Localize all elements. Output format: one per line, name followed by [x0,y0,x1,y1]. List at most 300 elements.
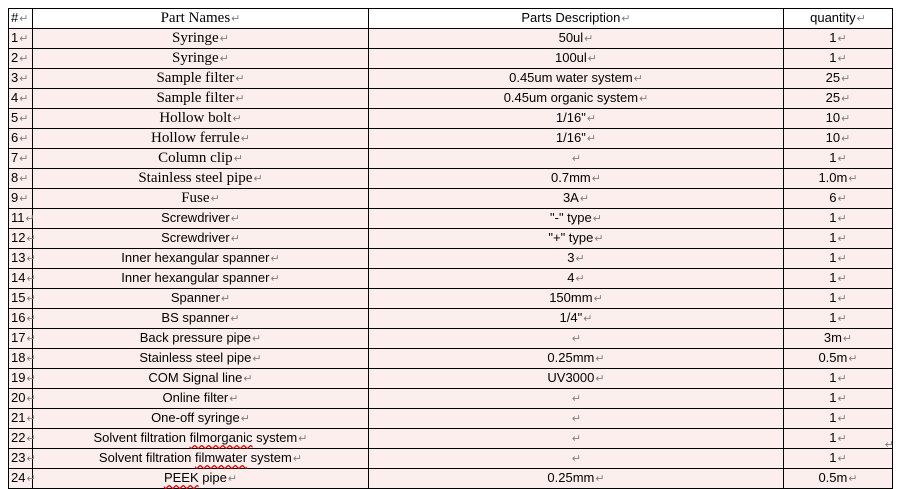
row-part-name-cell [33,169,369,189]
row-part-name-cell [33,369,369,389]
spellcheck-flagged-word: filmwater [195,450,248,465]
paragraph-mark-icon: ↵ [571,393,582,405]
paragraph-mark-icon: ↵ [621,13,631,25]
row-quantity: 25 [825,70,841,85]
row-quantity-cell [784,369,893,389]
row-description: 1/16" [555,130,586,145]
paragraph-mark-icon: ↵ [586,133,597,145]
paragraph-mark-icon: ↵ [633,73,643,85]
row-num-cell [9,349,36,369]
paragraph-mark-icon: ↵ [841,113,851,125]
row-quantity-cell [784,249,893,269]
row-num: 6 [11,130,19,145]
row-num: 3 [11,70,19,85]
paragraph-mark-icon: ↵ [594,233,604,245]
row-quantity: 1 [829,150,837,165]
row-description: 50ul [558,30,584,45]
row-description-cell [369,409,784,429]
paragraph-mark-icon: ↵ [26,393,36,405]
row-quantity: 10 [825,110,841,125]
table-row [9,289,893,309]
paragraph-mark-icon: ↵ [240,132,250,145]
row-num: 16 [11,310,26,325]
table-row [9,369,893,389]
paragraph-mark-icon: ↵ [837,273,847,285]
row-num: 13 [11,250,26,265]
row-part-name: Fuse [181,189,210,206]
table-row [9,69,893,89]
row-description-cell [369,369,784,389]
row-description-cell [369,29,784,49]
table-row [9,269,893,289]
row-part-name: Sample filter [156,89,235,106]
row-description: 0.45um organic system [503,90,639,105]
paragraph-mark-icon: ↵ [579,193,590,205]
table-row [9,429,893,449]
row-part-name: Solvent filtration filmwater system [98,450,292,465]
row-num-cell [9,389,36,409]
row-num-cell [9,409,36,429]
row-description: 150mm [549,290,593,305]
row-num: 1 [11,30,19,45]
header-desc: Parts Description [521,10,621,25]
paragraph-mark-icon: ↵ [230,313,240,325]
row-num: 24 [11,470,26,485]
row-part-name: Sample filter [156,69,235,86]
row-part-name-cell [33,449,369,469]
row-part-name-cell [33,89,369,109]
row-num: 23 [11,450,26,465]
row-part-name-cell [33,29,369,49]
row-part-name: One-off syringe [151,410,240,425]
paragraph-mark-icon: ↵ [26,273,36,285]
row-num: 17 [11,330,26,345]
row-num: 18 [11,350,26,365]
row-quantity: 1 [829,430,837,445]
row-description-cell [369,149,784,169]
header-num-cell [9,9,33,29]
paragraph-mark-icon: ↵ [584,33,594,45]
row-description-cell [369,349,784,369]
row-description: 0.45um water system [509,70,633,85]
row-part-name-cell [33,249,369,269]
paragraph-mark-icon: ↵ [837,453,847,465]
header-name: Part Names [160,9,231,26]
row-description: 4 [567,270,575,285]
row-part-name-cell [33,209,369,229]
paragraph-mark-icon: ↵ [639,93,649,105]
paragraph-mark-icon: ↵ [243,373,253,385]
row-part-name: Solvent filtration filmorganic system [93,430,298,445]
paragraph-mark-icon: ↵ [270,273,280,285]
row-part-name-cell [33,389,369,409]
row-quantity-cell [784,349,893,369]
paragraph-mark-icon: ↵ [571,433,582,445]
row-description-cell [369,129,784,149]
row-num: 11 [11,210,25,225]
paragraph-mark-icon: ↵ [595,473,605,485]
row-quantity: 3m [823,330,842,345]
row-num: 8 [11,170,19,185]
paragraph-mark-icon: ↵ [837,153,847,165]
row-description-cell [369,209,784,229]
row-description: 0.7mm [551,170,591,185]
row-part-name-cell [33,109,369,129]
paragraph-mark-icon: ↵ [837,33,847,45]
paragraph-mark-icon: ↵ [571,453,582,465]
row-num-cell [9,249,36,269]
paragraph-mark-icon: ↵ [229,393,239,405]
row-num: 21 [11,410,26,425]
row-num-cell [9,169,33,189]
row-part-name: Hollow bolt [159,109,232,126]
paragraph-mark-icon: ↵ [233,152,243,165]
row-num-cell [9,469,36,489]
row-description-cell [369,109,784,129]
row-part-name: PEEK pipe [163,470,227,485]
row-part-name-cell [33,409,369,429]
paragraph-mark-icon: ↵ [220,293,231,305]
header-qty: quantity [810,10,856,25]
paragraph-mark-icon: ↵ [292,453,303,465]
paragraph-mark-icon: ↵ [19,93,29,105]
end-of-row-mark-icon: ↵ [884,439,894,451]
table-row [9,329,893,349]
row-quantity-cell [784,309,893,329]
row-quantity-cell [784,169,893,189]
row-quantity: 0.5m [818,350,848,365]
paragraph-mark-icon: ↵ [837,433,847,445]
row-part-name-cell [33,69,369,89]
paragraph-mark-icon: ↵ [842,333,853,345]
row-part-name: COM Signal line [148,370,243,385]
row-part-name: Syringe [172,49,219,66]
row-num-cell [9,369,36,389]
row-quantity-cell [784,129,893,149]
row-part-name: Inner hexangular spanner [121,270,270,285]
paragraph-mark-icon: ↵ [19,153,29,165]
row-num: 4 [11,90,19,105]
row-quantity-cell [784,49,893,69]
row-num-cell [9,449,36,469]
row-quantity-cell [784,109,893,129]
row-part-name: Spanner [170,290,220,305]
paragraph-mark-icon: ↵ [219,32,229,45]
paragraph-mark-icon: ↵ [227,473,238,485]
row-num-cell [9,189,33,209]
row-num-cell [9,149,33,169]
row-quantity-cell [784,429,893,449]
paragraph-mark-icon: ↵ [571,413,582,425]
row-description: 0.25mm [547,350,595,365]
row-description-cell [369,49,784,69]
paragraph-mark-icon: ↵ [571,153,582,165]
row-num-cell [9,209,33,229]
row-part-name: Hollow ferrule [151,129,240,146]
paragraph-mark-icon: ↵ [230,233,240,245]
row-quantity: 6 [829,190,837,205]
row-part-name-cell [33,469,369,489]
row-quantity: 0.5m [818,470,848,485]
row-part-name-cell [33,289,369,309]
row-num-cell [9,89,33,109]
paragraph-mark-icon: ↵ [837,193,847,205]
table-row [9,49,893,69]
paragraph-mark-icon: ↵ [26,293,36,305]
row-quantity-cell [784,389,893,409]
table-row [9,389,893,409]
row-num-cell [9,29,33,49]
row-description: 1/16" [555,110,586,125]
row-quantity-cell [784,449,893,469]
row-description: 0.25mm [547,470,595,485]
table-row [9,309,893,329]
row-quantity: 1 [829,290,837,305]
paragraph-mark-icon: ↵ [856,13,866,25]
row-part-name-cell [33,189,369,209]
paragraph-mark-icon: ↵ [593,293,603,305]
parts-table-body [9,9,893,489]
row-part-name: Stainless steel pipe [138,169,253,186]
paragraph-mark-icon: ↵ [26,233,36,245]
paragraph-mark-icon: ↵ [575,253,585,265]
paragraph-mark-icon: ↵ [25,213,35,225]
table-row [9,209,893,229]
paragraph-mark-icon: ↵ [26,473,36,485]
row-num: 19 [11,370,26,385]
paragraph-mark-icon: ↵ [210,192,220,205]
row-description-cell [369,69,784,89]
paragraph-mark-icon: ↵ [26,353,36,365]
row-quantity-cell [784,189,893,209]
row-num-cell [9,109,33,129]
row-quantity-cell [784,229,893,249]
row-part-name: Stainless steel pipe [139,350,252,365]
row-num-cell [9,229,36,249]
row-description-cell [369,309,784,329]
table-header-row [9,9,893,29]
paragraph-mark-icon: ↵ [595,353,605,365]
spellcheck-flagged-word: filmorganic [189,430,253,445]
row-description-cell [369,449,784,469]
header-qty-cell [784,9,893,29]
row-num: 22 [11,430,26,445]
paragraph-mark-icon: ↵ [837,253,847,265]
paragraph-mark-icon: ↵ [583,313,593,325]
row-num-cell [9,429,36,449]
paragraph-mark-icon: ↵ [837,373,847,385]
table-row [9,109,893,129]
row-description: 3A [562,190,579,205]
paragraph-mark-icon: ↵ [26,333,36,345]
paragraph-mark-icon: ↵ [252,353,262,365]
paragraph-mark-icon: ↵ [837,413,847,425]
row-quantity-cell [784,329,893,349]
row-quantity: 1 [829,370,837,385]
paragraph-mark-icon: ↵ [837,233,847,245]
paragraph-mark-icon: ↵ [841,73,851,85]
row-description: 1/4" [559,310,583,325]
paragraph-mark-icon: ↵ [592,213,602,225]
row-description: 3 [567,250,575,265]
row-quantity-cell [784,69,893,89]
paragraph-mark-icon: ↵ [26,373,36,385]
row-quantity: 1 [829,30,837,45]
paragraph-mark-icon: ↵ [591,173,601,185]
paragraph-mark-icon: ↵ [595,373,605,385]
paragraph-mark-icon: ↵ [841,93,851,105]
row-quantity-cell [784,289,893,309]
row-part-name-cell [33,229,369,249]
paragraph-mark-icon: ↵ [19,73,29,85]
paragraph-mark-icon: ↵ [19,133,29,145]
row-part-name: Back pressure pipe [139,330,252,345]
paragraph-mark-icon: ↵ [219,52,229,65]
paragraph-mark-icon: ↵ [848,473,858,485]
row-description-cell [369,429,784,449]
row-num: 15 [11,290,26,305]
parts-table [8,8,893,489]
row-quantity-cell [784,209,893,229]
paragraph-mark-icon: ↵ [848,173,858,185]
header-name-cell [33,9,369,29]
row-description-cell [369,329,784,349]
row-description-cell [369,389,784,409]
paragraph-mark-icon: ↵ [26,433,36,445]
table-row [9,229,893,249]
row-part-name-cell [33,269,369,289]
row-quantity-cell [784,29,893,49]
paragraph-mark-icon: ↵ [270,253,280,265]
row-quantity: 10 [825,130,841,145]
paragraph-mark-icon: ↵ [19,113,29,125]
row-num: 20 [11,390,26,405]
row-description: 100ul [554,50,587,65]
table-row [9,149,893,169]
row-description-cell [369,229,784,249]
row-part-name-cell [33,309,369,329]
row-part-name-cell [33,329,369,349]
row-description: "-" type [550,210,592,225]
paragraph-mark-icon: ↵ [571,333,582,345]
row-num: 5 [11,110,19,125]
row-quantity-cell [784,89,893,109]
paragraph-mark-icon: ↵ [837,313,847,325]
table-row [9,249,893,269]
row-quantity-cell [784,469,893,489]
row-part-name: BS spanner [161,310,230,325]
row-quantity-cell [784,409,893,429]
row-num-cell [9,329,36,349]
paragraph-mark-icon: ↵ [298,433,308,445]
row-num: 9 [11,190,19,205]
paragraph-mark-icon: ↵ [19,33,29,45]
row-part-name: Syringe [172,29,219,46]
row-description-cell [369,269,784,289]
paragraph-mark-icon: ↵ [240,413,250,425]
paragraph-mark-icon: ↵ [837,393,847,405]
header-num: # [11,10,19,25]
row-quantity: 1 [829,50,837,65]
row-part-name-cell [33,349,369,369]
paragraph-mark-icon: ↵ [231,12,241,25]
row-num-cell [9,49,33,69]
row-part-name: Column clip [158,149,233,166]
row-part-name: Inner hexangular spanner [121,250,270,265]
row-quantity-cell [784,269,893,289]
row-quantity: 1 [829,450,837,465]
table-row [9,449,893,469]
row-description-cell [369,289,784,309]
spellcheck-flagged-word: PEEK [163,470,199,485]
row-num-cell [9,69,33,89]
table-row [9,29,893,49]
row-num-cell [9,309,36,329]
row-description-cell [369,89,784,109]
paragraph-mark-icon: ↵ [848,353,858,365]
row-quantity: 1 [829,410,837,425]
paragraph-mark-icon: ↵ [837,53,847,65]
row-part-name: Screwdriver [161,210,230,225]
paragraph-mark-icon: ↵ [230,213,240,225]
row-quantity-cell [784,149,893,169]
row-num-cell [9,289,36,309]
table-row [9,169,893,189]
table-row [9,409,893,429]
row-quantity: 1 [829,310,837,325]
row-description: "+" type [548,230,594,245]
row-description-cell [369,249,784,269]
paragraph-mark-icon: ↵ [586,113,597,125]
header-desc-cell [369,9,784,29]
paragraph-mark-icon: ↵ [253,172,263,185]
row-part-name: Online filter [162,390,229,405]
row-part-name-cell [33,149,369,169]
row-quantity: 1 [829,270,837,285]
row-part-name-cell [33,129,369,149]
row-quantity: 1 [829,230,837,245]
paragraph-mark-icon: ↵ [235,92,245,105]
row-num-cell [9,269,36,289]
paragraph-mark-icon: ↵ [235,72,245,85]
paragraph-mark-icon: ↵ [26,453,36,465]
row-num: 2 [11,50,19,65]
paragraph-mark-icon: ↵ [19,193,29,205]
row-description: UV3000 [547,370,595,385]
paragraph-mark-icon: ↵ [19,13,29,25]
row-quantity: 1.0m [818,170,848,185]
paragraph-mark-icon: ↵ [26,313,36,325]
row-num: 12 [11,230,26,245]
table-row [9,349,893,369]
paragraph-mark-icon: ↵ [841,133,851,145]
paragraph-mark-icon: ↵ [26,413,36,425]
paragraph-mark-icon: ↵ [19,53,29,65]
paragraph-mark-icon: ↵ [26,253,36,265]
paragraph-mark-icon: ↵ [232,112,242,125]
paragraph-mark-icon: ↵ [837,293,847,305]
row-part-name-cell [33,429,369,449]
paragraph-mark-icon: ↵ [837,213,847,225]
row-description-cell [369,169,784,189]
row-quantity: 1 [829,390,837,405]
row-description-cell [369,469,784,489]
table-row [9,129,893,149]
row-quantity: 25 [825,90,841,105]
paragraph-mark-icon: ↵ [19,173,29,185]
row-quantity: 1 [829,210,837,225]
table-row [9,469,893,489]
